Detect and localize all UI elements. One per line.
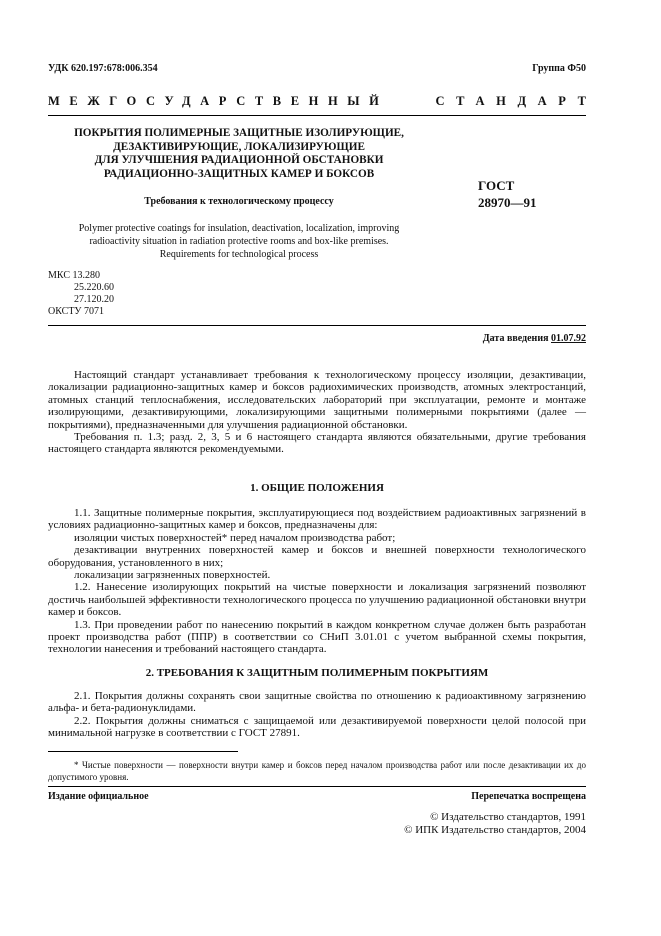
intro-text <box>48 369 586 456</box>
effective-date-value: 01.07.92 <box>551 333 586 344</box>
title-line: ДЛЯ УЛУЧШЕНИЯ РАДИАЦИОННОЙ ОБСТАНОВКИ <box>94 154 384 166</box>
mks-code: МКС 13.280 <box>48 270 100 281</box>
clause-1-3: 1.3. При проведении работ по нанесению покрытий в каждом конкретном случае должен быть разработан проект производства работ (ППР) в соответствии со СНиП 3.01.01 с учетом выбранной схемы покрытия, технологии нанесения и требований настоящего стандарта. <box>48 618 586 656</box>
official-edition: Издание официальное <box>48 791 149 802</box>
group-code: Группа Ф50 <box>532 63 586 74</box>
copyright <box>404 811 586 836</box>
english-title-line: Polymer protective coatings for insulation, deactivation, localization, improving <box>78 223 400 234</box>
title-block-rule <box>48 325 586 326</box>
clause-1-1: 1.1. Защитные полимерные покрытия, эксплуатирующиеся под воздействием радиоактивных загрязнений в условиях радиационно-защитных камер и боксов, предназначены для: <box>48 507 586 532</box>
effective-date <box>483 333 586 344</box>
footnote <box>48 759 586 783</box>
copyright-line: © ИПК Издательство стандартов, 2004 <box>404 823 586 836</box>
english-title <box>48 222 430 262</box>
gost-label: ГОСТ <box>478 178 515 193</box>
title-line: ДЕЗАКТИВИРУЮЩИЕ, ЛОКАЛИЗИРУЮЩИЕ <box>113 140 365 153</box>
standard-word-standard: СТАНДАРТ <box>435 94 598 108</box>
section-heading: 2. ТРЕБОВАНИЯ К ЗАЩИТНЫМ ПОЛИМЕРНЫМ ПОКРЫТИЯМ <box>145 667 489 679</box>
copyright-line: © Издательство стандартов, 1991 <box>430 811 586 823</box>
english-title-line: radioactivity situation in radiation protective rooms and box-like premises. <box>89 236 389 248</box>
okstu-code: ОКСТУ 7071 <box>48 306 105 317</box>
title-line: РАДИАЦИОННО-ЗАЩИТНЫХ КАМЕР И БОКСОВ <box>103 167 375 180</box>
section-2-text <box>48 690 586 740</box>
intro-paragraph: Требования п. 1.3; разд. 2, 3, 5 и 6 настоящего стандарта являются обязательными, другие требования настоящего стандарта являются рекомендуемыми. <box>48 431 586 456</box>
header-rule <box>48 115 586 116</box>
title-line: ПОКРЫТИЯ ПОЛИМЕРНЫЕ ЗАЩИТНЫЕ ИЗОЛИРУЮЩИЕ, <box>74 127 404 139</box>
effective-date-label: Дата введения <box>482 333 549 344</box>
intro-paragraph: Настоящий стандарт устанавливает требования к технологическому процессу изоляции, дезактивации, локализации радиационно-защитных камер и боксов радиохимических производств, атомных электростанций, атомных станций теплоснабжения, исследовательских лабораторий при эксплуатации, ремонте и монтаже изолирующими, дезактивирующими, локализирующими защитными полимерными покрытиями (далее — покрытиями), предназначенными для улучшения радиационной обстановки. <box>48 369 586 431</box>
gost-designation <box>478 177 537 211</box>
footnote-text: * Чистые поверхности — поверхности внутри камер и боксов перед началом производства работ или после дезактивации их до допустимого уровня. <box>48 760 586 782</box>
classification-codes <box>48 270 114 318</box>
mks-code: 25.220.60 <box>74 282 114 293</box>
document-title <box>48 127 430 181</box>
footnote-rule <box>48 751 238 752</box>
footer-rule <box>48 786 586 787</box>
clause-list-item: локализации загрязненных поверхностей. <box>74 569 271 582</box>
english-title-line: Requirements for technological process <box>159 249 319 261</box>
clause-1-2: 1.2. Нанесение изолирующих покрытий на чистые поверхности и локализация загрязнений позволяют достичь наибольшей эффективности технологического процесса по улучшению радиационной обстановки внутри камер и боксов. <box>48 581 586 619</box>
clause-2-1: 2.1. Покрытия должны сохранять свои защитные свойства по отношению к радиоактивному загрязнению альфа- и бета-радионуклидами. <box>48 690 586 715</box>
udk-code: УДК 620.197:678:006.354 <box>48 63 158 74</box>
clause-2-2: 2.2. Покрытия должны сниматься с защищаемой или дезактивируемой поверхности целой полосой при минимальной нагрузке в соответствии с ГОСТ 27891. <box>48 714 586 740</box>
reprint-notice: Перепечатка воспрещена <box>471 791 586 802</box>
document-subtitle: Требования к технологическому процессу <box>144 196 334 207</box>
section-heading: 1. ОБЩИЕ ПОЛОЖЕНИЯ <box>250 482 384 494</box>
clause-list-item: изоляции чистых поверхностей* перед началом производства работ; <box>74 531 396 544</box>
section-1-text <box>48 507 586 656</box>
gost-number: 28970—91 <box>478 195 537 210</box>
mks-code: 27.120.20 <box>74 294 114 305</box>
clause-list-item: дезактивации внутренних поверхностей камер и боксов и внешней поверхности технологического оборудования, установленного в них; <box>48 544 586 569</box>
standard-word-interstate: МЕЖГОСУДАРСТВЕННЫЙ <box>48 94 389 108</box>
